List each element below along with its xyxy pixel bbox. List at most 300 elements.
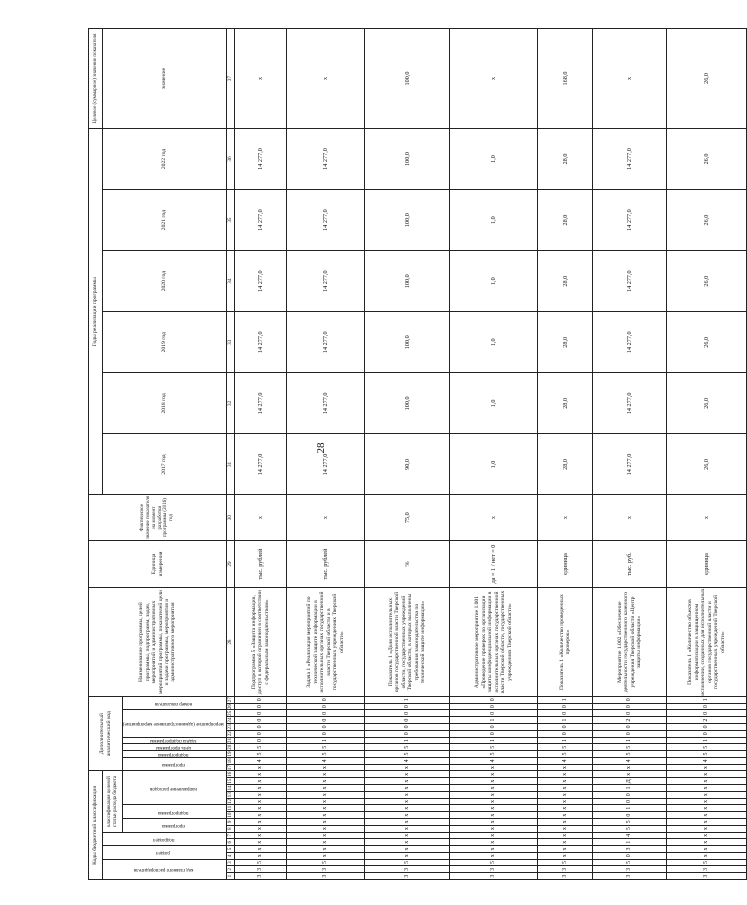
header-years-group: Годы реализации программы <box>89 128 103 495</box>
code-cell: x <box>287 805 365 812</box>
column-number: 18 <box>226 758 233 764</box>
year-value: 1,0 <box>450 251 538 312</box>
row-fact: х <box>593 495 667 540</box>
code-cell: 5 <box>593 744 667 751</box>
code-cell: x <box>538 791 593 798</box>
code-cell: x <box>667 825 747 832</box>
code-cell: 3 <box>365 866 450 873</box>
code-cell: 3 <box>365 873 450 880</box>
year-value: 14 277,0 <box>287 434 365 495</box>
code-cell: x <box>538 825 593 832</box>
code-cell: 5 <box>667 751 747 758</box>
year-value: 14 277,0 <box>593 128 667 189</box>
code-cell: 0 <box>593 703 667 710</box>
year-value: 1,0 <box>450 434 538 495</box>
code-cell: x <box>667 791 747 798</box>
code-cell: 3 <box>667 873 747 880</box>
code-cell: x <box>593 771 667 778</box>
code-cell: 0 <box>593 812 667 819</box>
code-cell: 0 <box>235 696 287 703</box>
code-cell: x <box>667 778 747 785</box>
code-cell: 4 <box>287 757 365 764</box>
column-number: 22 <box>226 731 233 737</box>
code-cell: x <box>538 798 593 805</box>
code-cell: 0 <box>667 730 747 737</box>
year-value: 14 277,0 <box>235 190 287 251</box>
code-cell: 5 <box>235 751 287 758</box>
row-unit: тыс. рублей <box>287 540 365 588</box>
code-cell: 0 <box>235 724 287 731</box>
code-cell: 0 <box>235 737 287 744</box>
code-cell: x <box>538 778 593 785</box>
column-number: 4 <box>227 852 235 859</box>
row-final: х <box>287 29 365 129</box>
year-value: 26,0 <box>667 434 747 495</box>
code-cell: 4 <box>235 757 287 764</box>
column-number: 21 <box>226 737 233 744</box>
code-cell: 4 <box>365 757 450 764</box>
header-csr-podprogramma: подпрограмма <box>123 805 227 819</box>
code-cell: 0 <box>593 791 667 798</box>
year-value: 14 277,0 <box>235 373 287 434</box>
code-cell: 1 <box>287 737 365 744</box>
row-fact: х <box>287 495 365 540</box>
column-number: 27 <box>226 697 233 703</box>
row-final: 168,0 <box>538 29 593 129</box>
code-cell: x <box>287 791 365 798</box>
year-value: 1,0 <box>450 128 538 189</box>
program-table-sheet <box>88 28 726 880</box>
code-cell: Д <box>593 778 667 785</box>
row-name: Показатель 1 «Количество объектов информатизации в защищенном исполнении, созданных для исполнительных органов государственной власти и государственных учреждений Тверской области» <box>667 588 747 697</box>
year-value: 100,0 <box>365 251 450 312</box>
code-cell: 0 <box>538 724 593 731</box>
code-cell: 0 <box>593 724 667 731</box>
code-cell: 1 <box>365 737 450 744</box>
code-cell: x <box>287 846 365 853</box>
code-cell: x <box>235 818 287 825</box>
code-cell: x <box>287 839 365 846</box>
row-unit: единица <box>667 540 747 588</box>
code-cell: x <box>365 846 450 853</box>
code-cell: 0 <box>235 703 287 710</box>
year-value: 26,0 <box>667 128 747 189</box>
year-value: 1,0 <box>450 373 538 434</box>
code-cell: x <box>235 791 287 798</box>
code-cell: x <box>538 839 593 846</box>
column-number: 17 <box>226 765 233 771</box>
year-value: 14 277,0 <box>287 128 365 189</box>
header-dop-meropriyatie: мероприятие (административное мероприятие) <box>123 710 227 737</box>
code-cell: 1 <box>593 737 667 744</box>
header-dop-pokazatel: номер показателя <box>123 696 227 710</box>
year-value: 14 277,0 <box>593 190 667 251</box>
code-cell: 5 <box>365 859 450 866</box>
code-cell: 0 <box>538 730 593 737</box>
header-2020: 2020 год <box>103 251 227 312</box>
column-number: 29 <box>227 540 235 588</box>
year-value: 14 277,0 <box>235 312 287 373</box>
code-cell: 1 <box>667 696 747 703</box>
row-fact: х <box>235 495 287 540</box>
code-cell: x <box>538 764 593 771</box>
code-cell: 5 <box>593 751 667 758</box>
header-razdel: раздел <box>103 846 227 860</box>
code-cell: x <box>235 798 287 805</box>
program-table <box>88 28 747 880</box>
code-cell: x <box>365 818 450 825</box>
header-csr-napravlenie: направление расходов <box>123 771 227 805</box>
year-value: 1,0 <box>450 190 538 251</box>
header-2021: 2021 год <box>103 190 227 251</box>
code-cell: 3 <box>450 866 538 873</box>
row-final: 26,0 <box>667 29 747 129</box>
header-final-group: Целевое (суммарное) значение показателя <box>89 29 103 129</box>
code-cell: x <box>667 852 747 859</box>
column-number: 37 <box>227 29 235 129</box>
code-cell: x <box>287 832 365 839</box>
row-final: х <box>593 29 667 129</box>
column-number: 35 <box>227 190 235 251</box>
code-cell: x <box>450 839 538 846</box>
code-cell: 4 <box>450 757 538 764</box>
code-cell: x <box>538 818 593 825</box>
year-value: 26,0 <box>667 190 747 251</box>
code-cell: 1 <box>538 737 593 744</box>
column-number: 24 <box>226 717 233 723</box>
column-number-row <box>227 29 235 880</box>
year-value: 14 277,0 <box>593 312 667 373</box>
code-cell: x <box>365 825 450 832</box>
code-cell: 0 <box>593 710 667 717</box>
code-cell: x <box>593 764 667 771</box>
year-value: 14 277,0 <box>287 373 365 434</box>
code-cell: x <box>287 778 365 785</box>
column-number: 5 <box>227 846 235 853</box>
code-cell: x <box>538 832 593 839</box>
code-cell: 5 <box>538 859 593 866</box>
code-cell: x <box>667 798 747 805</box>
page-number: 28 <box>315 442 327 454</box>
code-cell: x <box>365 764 450 771</box>
column-number: 28 <box>227 588 235 697</box>
code-cell: 1 <box>593 805 667 812</box>
code-cell: 1 <box>667 737 747 744</box>
column-number: 10 <box>226 812 233 818</box>
code-cell: x <box>287 798 365 805</box>
row-fact: х <box>450 495 538 540</box>
code-cell: 5 <box>667 859 747 866</box>
code-cell: x <box>667 805 747 812</box>
code-cell: 1 <box>450 737 538 744</box>
column-number: 32 <box>227 373 235 434</box>
code-cell: x <box>235 764 287 771</box>
header-csr-group: классификация целевой статьи расхода бюджета <box>103 771 123 832</box>
column-number: 2 <box>227 866 235 873</box>
code-cell: x <box>235 812 287 819</box>
code-cell: 5 <box>538 751 593 758</box>
year-value: 100,0 <box>365 312 450 373</box>
code-cell: x <box>538 805 593 812</box>
code-cell: 0 <box>287 710 365 717</box>
code-cell: x <box>667 764 747 771</box>
code-cell: 2 <box>667 717 747 724</box>
code-cell: 5 <box>667 744 747 751</box>
row-name: Административное мероприятие 1.001 «Проведение проверок по организации защиты конфиденциальной информации в исполнительных органах государственной власти Тверской области, государственных учреждениях Тверской области» <box>450 588 538 697</box>
column-number: 13 <box>226 792 233 798</box>
code-cell: 5 <box>593 859 667 866</box>
code-cell: 4 <box>593 832 667 839</box>
table-row <box>450 29 538 880</box>
code-cell: x <box>235 846 287 853</box>
code-cell: 0 <box>667 724 747 731</box>
code-cell: x <box>287 818 365 825</box>
code-cell: 1 <box>538 717 593 724</box>
code-cell: x <box>450 778 538 785</box>
code-cell: x <box>667 846 747 853</box>
year-value: 14 277,0 <box>593 373 667 434</box>
header-dop-programma: программа <box>123 757 227 771</box>
code-cell: x <box>235 825 287 832</box>
row-fact: х <box>538 495 593 540</box>
table-row <box>593 29 667 880</box>
code-cell: 0 <box>287 717 365 724</box>
code-cell: 1 <box>450 717 538 724</box>
code-cell: x <box>287 764 365 771</box>
code-cell: x <box>450 798 538 805</box>
code-cell: 0 <box>593 798 667 805</box>
header-2018: 2018 год <box>103 373 227 434</box>
code-cell: 5 <box>287 859 365 866</box>
code-cell: 0 <box>593 696 667 703</box>
year-value: 28,0 <box>538 251 593 312</box>
code-cell: 0 <box>450 730 538 737</box>
code-cell: x <box>365 812 450 819</box>
year-value: 26,0 <box>667 312 747 373</box>
column-number: 30 <box>227 495 235 540</box>
code-cell: 3 <box>235 866 287 873</box>
year-value: 26,0 <box>667 251 747 312</box>
code-cell: 5 <box>287 751 365 758</box>
code-cell: 0 <box>593 852 667 859</box>
header-csr-programma: программа <box>123 818 227 832</box>
year-value: 100,0 <box>365 373 450 434</box>
column-number: 26 <box>226 703 233 710</box>
code-cell: 0 <box>538 710 593 717</box>
year-value: 1,0 <box>450 312 538 373</box>
column-number: 16 <box>226 771 233 777</box>
code-cell: 5 <box>450 859 538 866</box>
code-cell: x <box>450 805 538 812</box>
code-cell: 3 <box>593 873 667 880</box>
header-2022: 2022 год <box>103 128 227 189</box>
table-row <box>365 29 450 880</box>
year-value: 28,0 <box>538 128 593 189</box>
column-number: 6 <box>227 839 235 846</box>
year-value: 14 277,0 <box>593 434 667 495</box>
year-value: 28,0 <box>538 373 593 434</box>
header-unit: Единица измерения <box>89 540 227 588</box>
code-cell: 5 <box>287 744 365 751</box>
year-value: 14 277,0 <box>287 251 365 312</box>
code-cell: 0 <box>450 724 538 731</box>
code-cell: 4 <box>538 757 593 764</box>
code-cell: 5 <box>235 744 287 751</box>
column-number: 8 <box>227 825 235 832</box>
code-cell: x <box>667 785 747 792</box>
code-cell: x <box>235 852 287 859</box>
code-cell: 5 <box>593 818 667 825</box>
code-cell: x <box>235 778 287 785</box>
code-cell: 0 <box>235 730 287 737</box>
code-cell: 5 <box>593 825 667 832</box>
code-cell: 1 <box>365 696 450 703</box>
code-cell: x <box>235 805 287 812</box>
row-fact: х <box>667 495 747 540</box>
row-fact: 75,0 <box>365 495 450 540</box>
code-cell: 0 <box>365 717 450 724</box>
code-cell: x <box>365 805 450 812</box>
code-cell: 0 <box>365 710 450 717</box>
column-number: 23 <box>226 724 233 730</box>
year-value: 28,0 <box>538 190 593 251</box>
code-cell: 2 <box>593 717 667 724</box>
code-cell: 3 <box>538 873 593 880</box>
code-cell: 0 <box>667 703 747 710</box>
code-cell: x <box>287 825 365 832</box>
header-2019: 2019 год <box>103 312 227 373</box>
year-value: 28,0 <box>538 434 593 495</box>
header-dop-zadacha: задача подпрограммы <box>123 737 227 744</box>
column-number: 15 <box>226 778 233 784</box>
code-cell: 0 <box>538 703 593 710</box>
code-cell: 0 <box>287 703 365 710</box>
code-cell: 0 <box>235 717 287 724</box>
code-cell: x <box>287 785 365 792</box>
code-cell: 3 <box>287 866 365 873</box>
code-cell: x <box>365 791 450 798</box>
code-cell: x <box>538 785 593 792</box>
code-cell: x <box>450 825 538 832</box>
header-name: Наименование программы, целей программы, подпрограмм, задач, мероприятий и административных мероприятий программы, показателей цели и задачи программы, мероприятия и административного мероприятия <box>89 588 227 697</box>
year-value: 28,0 <box>538 312 593 373</box>
column-number: 3 <box>227 859 235 866</box>
row-name: Мероприятие 1.002 «Обеспечение деятельности государственного казенного учреждения Тверской области «Центр защиты информации» <box>593 588 667 697</box>
year-value: 14 277,0 <box>287 312 365 373</box>
code-cell: 0 <box>287 730 365 737</box>
code-cell: 5 <box>235 859 287 866</box>
code-cell: x <box>450 771 538 778</box>
code-cell: 4 <box>667 757 747 764</box>
code-cell: x <box>667 818 747 825</box>
year-value: 100,0 <box>365 128 450 189</box>
row-unit: тыс. руб. <box>593 540 667 588</box>
code-cell: x <box>538 846 593 853</box>
code-cell: 5 <box>450 744 538 751</box>
code-cell: x <box>450 791 538 798</box>
row-name: Подпрограмма 5 «Защита информации, доступ к которой ограничен в соответствии с федеральным законодательством» <box>235 588 287 697</box>
column-number: 1 <box>227 873 235 880</box>
code-cell: x <box>365 798 450 805</box>
row-unit: % <box>365 540 450 588</box>
code-cell: 0 <box>450 710 538 717</box>
row-unit: да = 1 / нет = 0 <box>450 540 538 588</box>
code-cell: 0 <box>593 730 667 737</box>
year-value: 14 277,0 <box>235 251 287 312</box>
code-cell: x <box>365 771 450 778</box>
code-cell: 3 <box>235 873 287 880</box>
year-value: 14 277,0 <box>593 251 667 312</box>
code-cell: 0 <box>365 724 450 731</box>
row-name: Показатель 1 «Количество проведенных проверок» <box>538 588 593 697</box>
column-number: 36 <box>227 128 235 189</box>
header-podrazdel: подраздел <box>103 832 227 846</box>
column-number: 14 <box>226 785 233 791</box>
table-row <box>235 29 287 880</box>
code-cell: 0 <box>287 724 365 731</box>
code-cell: x <box>450 812 538 819</box>
year-value: 100,0 <box>365 190 450 251</box>
header-final-value: значение <box>103 29 227 129</box>
column-number: 33 <box>227 312 235 373</box>
column-number: 7 <box>227 832 235 839</box>
code-cell: x <box>235 785 287 792</box>
year-value: 90,0 <box>365 434 450 495</box>
code-cell: x <box>450 785 538 792</box>
header-kbk-group: Коды бюджетной классификации <box>89 771 103 880</box>
code-cell: 0 <box>667 710 747 717</box>
code-cell: 1 <box>538 696 593 703</box>
column-number: 31 <box>227 434 235 495</box>
code-cell: 0 <box>235 710 287 717</box>
code-cell: x <box>538 812 593 819</box>
code-cell: x <box>450 852 538 859</box>
column-number: 34 <box>227 251 235 312</box>
header-fact: Фактическое значение показателя на момент разработки программы (2016) год <box>89 495 227 540</box>
code-cell: x <box>287 771 365 778</box>
code-cell: x <box>287 812 365 819</box>
code-cell: x <box>667 832 747 839</box>
code-cell: 3 <box>593 846 667 853</box>
code-cell: x <box>450 846 538 853</box>
column-number: 25 <box>226 710 233 716</box>
column-number: 20 <box>226 744 233 750</box>
row-final: х <box>450 29 538 129</box>
header-dop-podprogramma: подпрограмма <box>123 751 227 758</box>
code-cell: x <box>538 852 593 859</box>
code-cell: 0 <box>450 696 538 703</box>
code-cell: 3 <box>287 873 365 880</box>
header-dop-group: Дополнительный аналитический код <box>89 696 123 771</box>
code-cell: 5 <box>538 744 593 751</box>
code-cell: x <box>450 764 538 771</box>
row-name: Показатель 1 «Доля исполнительных органов государственной власти Тверской области, государственных учреждений Тверской области, в которых выполнены требования законодательства по технической защите информации» <box>365 588 450 697</box>
column-number: 12 <box>226 798 233 805</box>
year-value: 14 277,0 <box>235 128 287 189</box>
code-cell: 0 <box>287 696 365 703</box>
code-cell: x <box>365 778 450 785</box>
code-cell: 5 <box>365 744 450 751</box>
code-cell: x <box>365 839 450 846</box>
code-cell: x <box>667 812 747 819</box>
year-value: 14 277,0 <box>235 434 287 495</box>
code-cell: 0 <box>450 703 538 710</box>
row-unit: тыс. рублей <box>235 540 287 588</box>
code-cell: 1 <box>593 785 667 792</box>
row-unit: единица <box>538 540 593 588</box>
code-cell: 3 <box>593 866 667 873</box>
header-grbs: код главного распорядителя <box>103 859 227 879</box>
